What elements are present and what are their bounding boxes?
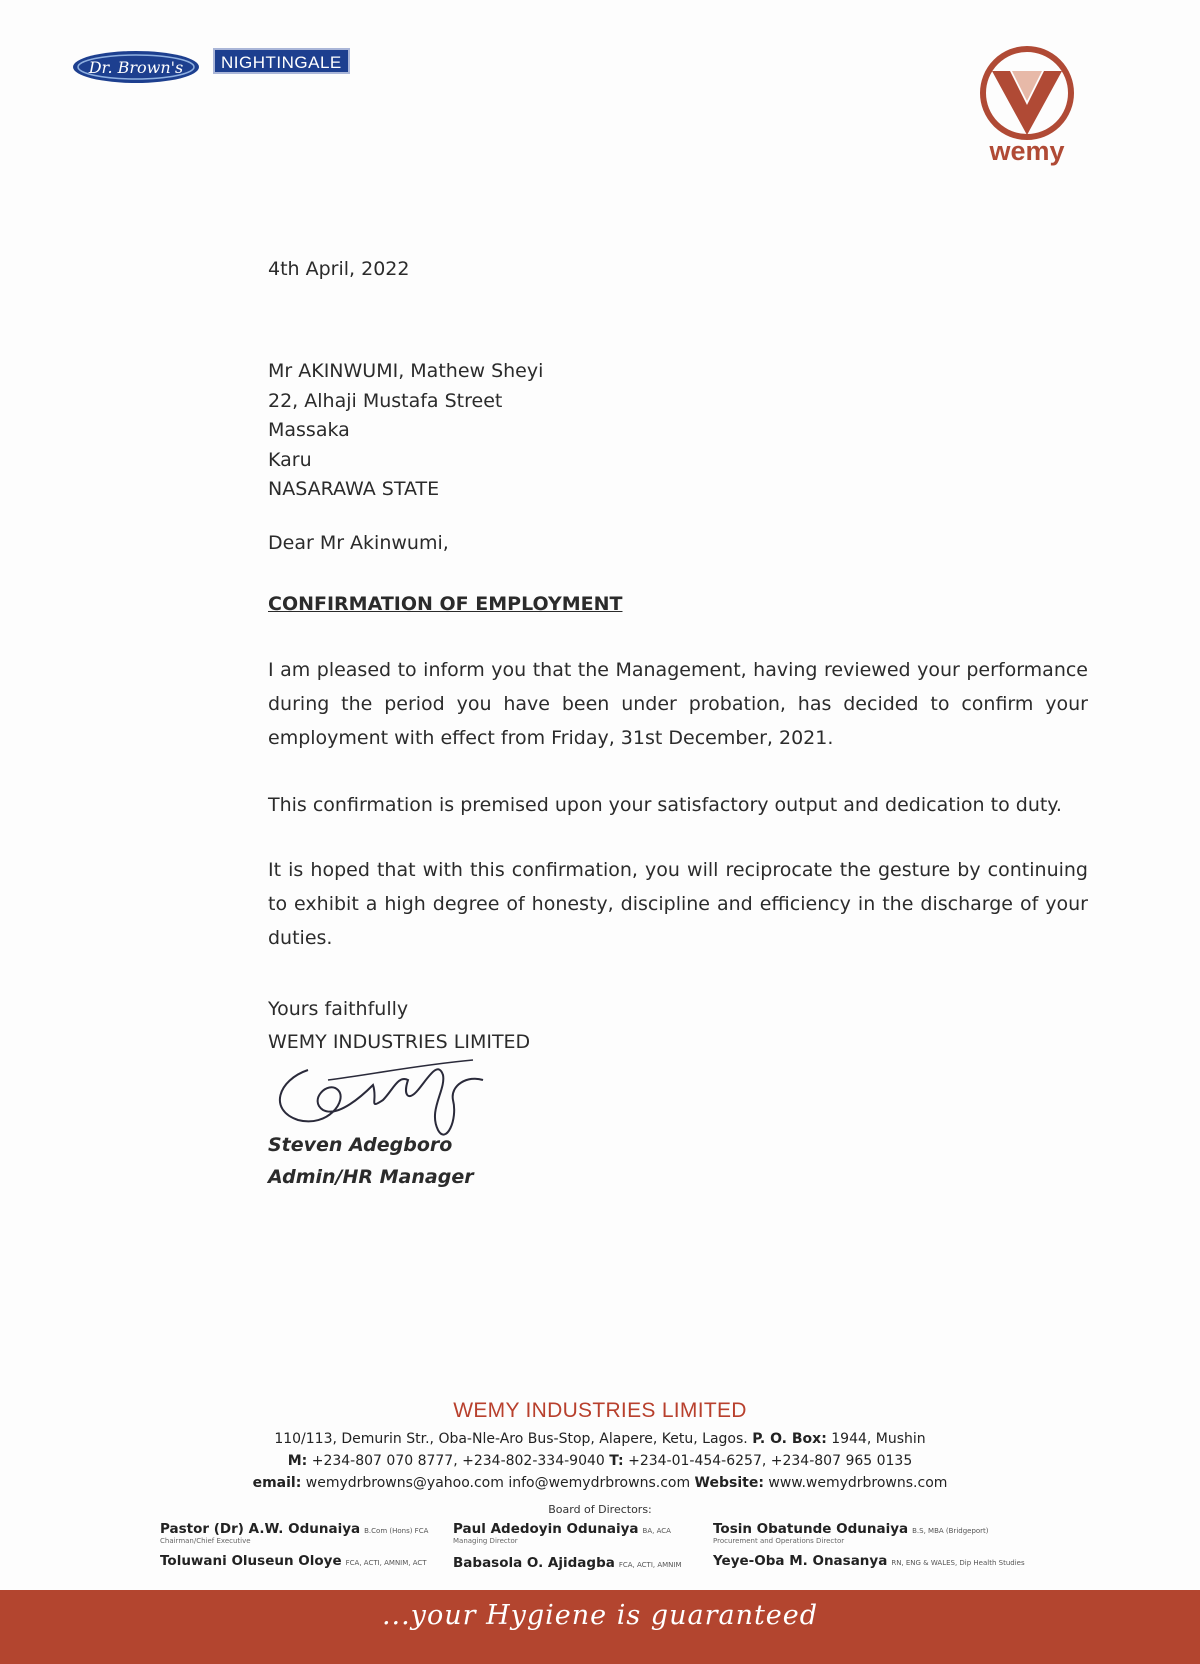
director-name: Toluwani Oluseun Oloye xyxy=(160,1553,342,1569)
director-entry xyxy=(453,1555,682,1571)
director-name: Yeye-Oba M. Onasanya xyxy=(713,1553,888,1569)
director-name: Tosin Obatunde Odunaiya xyxy=(713,1521,909,1537)
director-role: Managing Director xyxy=(453,1537,518,1545)
recipient-address xyxy=(268,357,1088,505)
director-name: Babasola O. Ajidagba xyxy=(453,1555,615,1571)
body-paragraph: I am pleased to inform you that the Management, having reviewed your performance during the period you have been under probation, has decided to confirm your employment with effect from Friday, 31st December, 2021. xyxy=(268,659,1088,749)
director-entry xyxy=(160,1553,427,1569)
address-line: 22, Alhaji Mustafa Street xyxy=(268,389,503,412)
wemy-logo-word: wemy xyxy=(989,136,1065,166)
footer-tel-value: +234-01-454-6257, +234-807 965 0135 xyxy=(628,1453,913,1469)
footer-address-line xyxy=(0,1431,1200,1447)
footer-web-line xyxy=(0,1475,1200,1491)
footer-tagline: ...your Hygiene is guaranteed xyxy=(381,1600,819,1631)
director-entry xyxy=(160,1521,428,1545)
director-entry xyxy=(453,1521,671,1545)
director-entry xyxy=(713,1553,1025,1569)
dr-browns-logo-text: Dr. Brown's xyxy=(88,58,184,77)
footer-company-name: WEMY INDUSTRIES LIMITED xyxy=(453,1399,747,1422)
director-name: Paul Adedoyin Odunaiya xyxy=(453,1521,639,1537)
salutation: Dear Mr Akinwumi, xyxy=(268,532,449,554)
footer-email-label: email: xyxy=(252,1475,302,1491)
signatory-name: Steven Adegboro xyxy=(268,1134,453,1156)
director-quals: FCA, ACTI, AMNIM xyxy=(618,1561,682,1569)
board-of-directors-title: Board of Directors: xyxy=(548,1503,652,1516)
closing-company: WEMY INDUSTRIES LIMITED xyxy=(268,1031,531,1053)
footer-address: 110/113, Demurin Str., Oba-Nle-Aro Bus-Stop, Alapere, Ketu, Lagos. xyxy=(274,1431,748,1447)
body-paragraph: It is hoped that with this confirmation, you will reciprocate the gesture by continuing to exhibit a high degree of honesty, discipline and efficiency in the discharge of your duties. xyxy=(268,859,1088,949)
director-quals: BA, ACA xyxy=(642,1527,671,1535)
director-quals: B.S, MBA (Bridgeport) xyxy=(912,1527,989,1535)
address-line: Mr AKINWUMI, Mathew Sheyi xyxy=(268,360,544,382)
footer-mobile-label: M: xyxy=(287,1453,308,1469)
footer-phone-line xyxy=(0,1453,1200,1469)
footer-pobox-label: P. O. Box: xyxy=(752,1431,827,1447)
dr-browns-logo xyxy=(72,50,200,84)
address-line: Karu xyxy=(268,448,312,471)
director-role: Chairman/Chief Executive xyxy=(160,1537,251,1545)
director-quals: RN, ENG & WALES, Dip Health Studies xyxy=(891,1559,1025,1567)
address-line: Massaka xyxy=(268,419,350,441)
director-quals: B.Com (Hons) FCA xyxy=(364,1527,429,1535)
footer-website-value: www.wemydrbrowns.com xyxy=(768,1475,948,1491)
director-role: Procurement and Operations Director xyxy=(713,1537,845,1545)
footer-pobox-value: 1944, Mushin xyxy=(831,1431,926,1447)
letter-subject: CONFIRMATION OF EMPLOYMENT xyxy=(268,593,623,615)
footer-email-value: wemydrbrowns@yahoo.com info@wemydrbrowns.com xyxy=(305,1475,691,1491)
address-line: NASARAWA STATE xyxy=(268,478,440,500)
nightingale-logo: NIGHTINGALE xyxy=(213,48,350,74)
footer-website-label: Website: xyxy=(694,1475,764,1491)
closing-phrase: Yours faithfully xyxy=(268,998,409,1020)
signatory-title: Admin/HR Manager xyxy=(268,1166,474,1188)
director-entry xyxy=(713,1521,989,1545)
footer-mobile-value: +234-807 070 8777, +234-802-334-9040 xyxy=(311,1453,605,1469)
signatory-block xyxy=(268,1129,1088,1193)
director-quals: FCA, ACTI, AMNIM, ACT xyxy=(345,1559,427,1567)
director-name: Pastor (Dr) A.W. Odunaiya xyxy=(160,1521,361,1537)
footer-tel-label: T: xyxy=(609,1453,624,1469)
body-paragraph: This confirmation is premised upon your satisfactory output and dedication to duty. xyxy=(268,794,1062,816)
letter-date: 4th April, 2022 xyxy=(268,258,410,280)
